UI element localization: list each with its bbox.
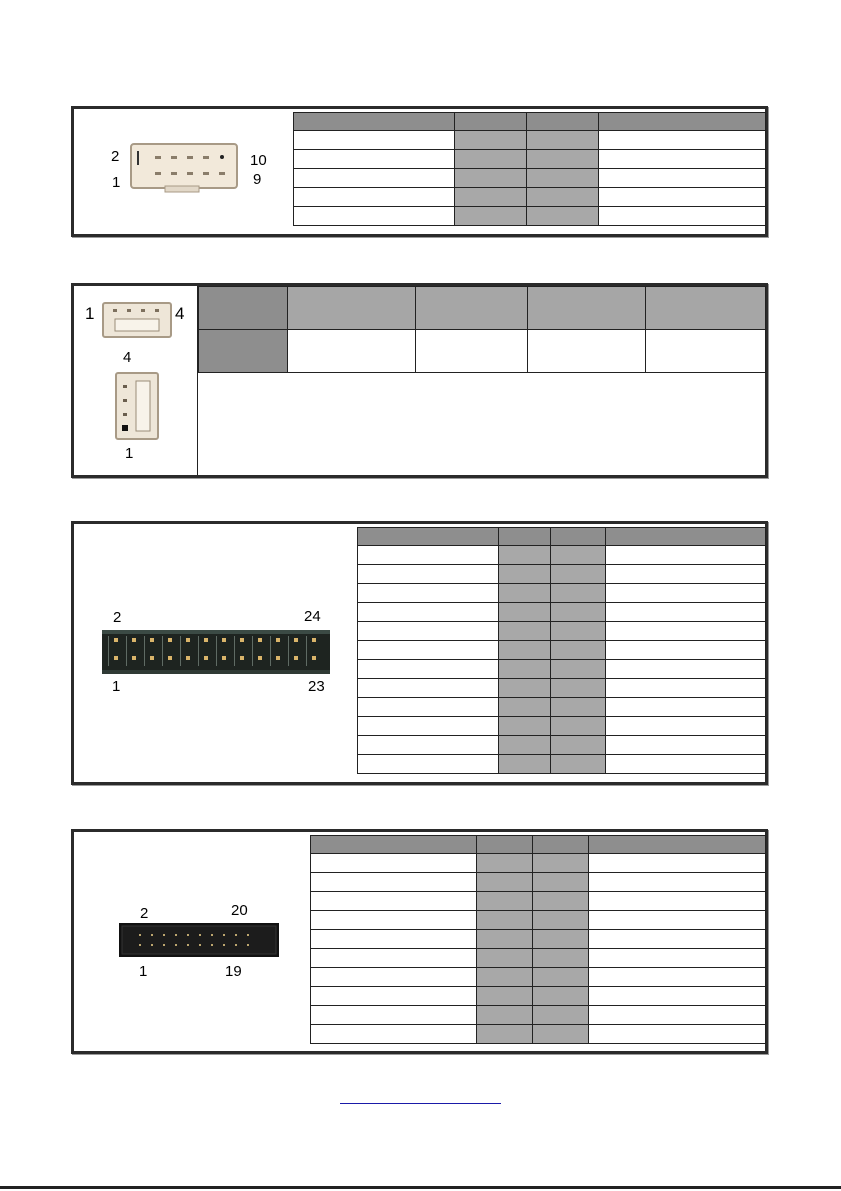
table-row	[311, 930, 766, 949]
table-row	[294, 131, 766, 150]
pin-table-3	[357, 527, 766, 774]
table-row	[311, 968, 766, 987]
pin-label-19: 19	[225, 963, 242, 980]
pin-table-1	[293, 112, 766, 226]
pin-label-v4: 4	[123, 349, 132, 366]
table-row	[358, 717, 766, 736]
table-row	[294, 150, 766, 169]
table-row	[311, 987, 766, 1006]
table-row	[358, 736, 766, 755]
pin-label-h4: 4	[175, 304, 185, 323]
table-row	[294, 169, 766, 188]
table-row	[358, 565, 766, 584]
pin-label-2: 2	[111, 148, 120, 165]
table-row	[311, 949, 766, 968]
table-row	[358, 679, 766, 698]
table-row	[311, 892, 766, 911]
pin-panel-3	[71, 521, 768, 785]
pin-label-24: 24	[304, 608, 321, 625]
table-row	[311, 873, 766, 892]
table-row	[358, 546, 766, 565]
pin-table-4	[310, 835, 766, 1044]
footer-link[interactable]	[340, 1089, 501, 1104]
pin-panel-4	[71, 829, 768, 1054]
connector-image-24pin	[102, 630, 330, 674]
table-row	[358, 755, 766, 774]
pin-panel-1	[71, 106, 768, 237]
table-row	[358, 584, 766, 603]
table-row	[358, 641, 766, 660]
table-row	[294, 207, 766, 226]
connector-image-20pin	[119, 923, 279, 957]
pin-label-v1: 1	[125, 445, 134, 462]
table-header	[199, 287, 766, 330]
pin-label-9: 9	[253, 171, 262, 188]
pin-label-23: 23	[308, 678, 325, 695]
table-row	[311, 1025, 766, 1044]
connector-image-4pin-horizontal	[101, 301, 173, 339]
pin-panel-2	[71, 283, 768, 478]
connector-image-4pin-vertical	[114, 371, 160, 441]
pin-label-2: 2	[140, 905, 149, 922]
table-row	[311, 1006, 766, 1025]
table-header	[311, 836, 766, 854]
table-row	[358, 622, 766, 641]
table-row	[311, 911, 766, 930]
pin-label-1: 1	[139, 963, 148, 980]
table-row	[199, 330, 766, 373]
table-row	[358, 698, 766, 717]
note-area	[198, 375, 765, 475]
table-row	[311, 854, 766, 873]
pin-table-2	[198, 286, 766, 373]
table-row	[358, 603, 766, 622]
connector-image-10pin	[127, 142, 241, 194]
table-row	[294, 188, 766, 207]
pin-label-1: 1	[112, 174, 121, 191]
pin-label-h1: 1	[85, 304, 95, 323]
pin-label-1: 1	[112, 678, 121, 695]
table-row	[358, 660, 766, 679]
table-header	[358, 528, 766, 546]
pin-label-20: 20	[231, 902, 248, 919]
pin-label-2: 2	[113, 609, 122, 626]
pin-label-10: 10	[250, 152, 267, 169]
table-header	[294, 113, 766, 131]
bottom-rule	[0, 1186, 841, 1189]
